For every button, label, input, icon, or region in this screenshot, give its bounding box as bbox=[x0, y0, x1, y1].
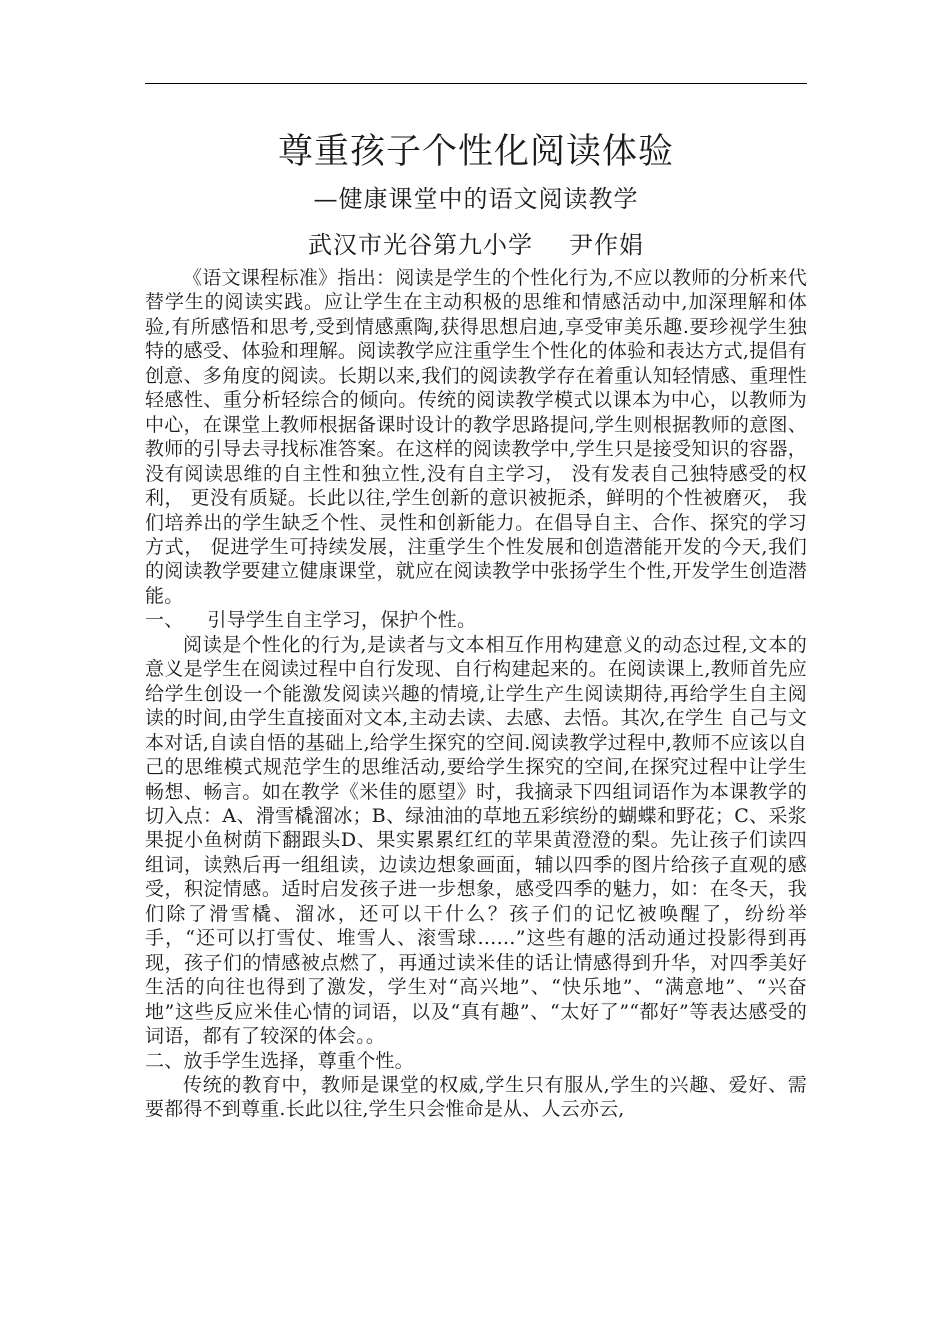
document-title: 尊重孩子个性化阅读体验 bbox=[277, 132, 674, 172]
article-body bbox=[145, 266, 807, 1122]
section-2-paragraph: 传统的教育中，教师是课堂的权威,学生只有服从,学生的兴趣、爱好、需要都得不到尊重.长此以往,学生只会惟命是从、人云亦云, bbox=[145, 1073, 807, 1121]
section-1-title: 引导学生自主学习，保护个性。 bbox=[207, 609, 477, 632]
section-1-paragraph: 阅读是个性化的行为,是读者与文本相互作用构建意义的动态过程,文本的意义是学生在阅读过程中自行发现、自行构建起来的。在阅读课上,教师首先应给学生创设一个能激发阅读兴趣的情境,让学生产生阅读期待,再给学生自主阅读的时间,由学生直接面对文本,主动去读、去感、去悟。其次,在学生 自己与文本对话,自读自悟的基础上,给学生探究的空间.阅读教学过程中,教师不应该以自己的思维模式规范学生的思维活动,要给学生探究的空间,在探究过程中让学生畅想、畅言。如在教学《米佳的愿望》时，我摘录下四组词语作为本课教学的切入点：A、滑雪橇溜冰；B、绿油油的草地五彩缤纷的蝴蝶和野花；C、采浆果捉小鱼树荫下翻跟头D、果实累累红红的苹果黄澄澄的梨。先让孩子们读四组词，读熟后再一组组读，边读边想象画面，辅以四季的图片给孩子直观的感受，积淀情感。适时启发孩子进一步想象，感受四季的魅力，如：在冬天，我们除了滑雪橇、溜冰，还可以干什么？孩子们的记忆被唤醒了，纷纷举手，“还可以打雪仗、堆雪人、滚雪球……”这些有趣的活动通过投影得到再现，孩子们的情感被点燃了，再通过读米佳的话让情感得到升华，对四季美好生活的向往也得到了激发，学生对“高兴地”、“快乐地”、“满意地”、“兴奋地”这些反应米佳心情的词语，以及“真有趣”、“太好了”“都好”等表达感受的词语，都有了较深的体会。。 bbox=[145, 633, 807, 1048]
author-line bbox=[145, 226, 807, 264]
header-rule bbox=[145, 83, 807, 84]
document-page bbox=[145, 100, 807, 1122]
author-name: 尹作娟 bbox=[569, 231, 644, 259]
author-school: 武汉市光谷第九小学 bbox=[308, 231, 533, 259]
document-subtitle: —健康课堂中的语文阅读教学 bbox=[313, 185, 639, 213]
section-2-heading: 二、放手学生选择，尊重个性。 bbox=[145, 1049, 414, 1072]
section-1-number: 一、 bbox=[145, 609, 184, 632]
intro-paragraph: 《语文课程标准》指出：阅读是学生的个性化行为,不应以教师的分析来代替学生的阅读实践。应让学生在主动积极的思维和情感活动中,加深理解和体验,有所感悟和思考,受到情感熏陶,获得思想启迪,享受审美乐趣.要珍视学生独特的感受、体验和理解。阅读教学应注重学生个性化的体验和表达方式,提倡有创意、多角度的阅读。长期以来,我们的阅读教学存在着重认知轻情感、重理性轻感性、重分析轻综合的倾向。传统的阅读教学模式以课本为中心，以教师为中心，在课堂上教师根据备课时设计的教学思路提问,学生则根据教师的意图、教师的引导去寻找标准答案。在这样的阅读教学中,学生只是接受知识的容器，没有阅读思维的自主性和独立性,没有自主学习， 没有发表自己独特感受的权利， 更没有质疑。长此以往,学生创新的意识被扼杀，鲜明的个性被磨灭， 我们培养出的学生缺乏个性、灵性和创新能力。在倡导自主、合作、探究的学习方式， 促进学生可持续发展，注重学生个性发展和创造潜能开发的今天,我们的阅读教学要建立健康课堂，就应在阅读教学中张扬学生个性,开发学生创造潜能。 bbox=[145, 267, 807, 607]
section-1-heading bbox=[145, 608, 807, 632]
